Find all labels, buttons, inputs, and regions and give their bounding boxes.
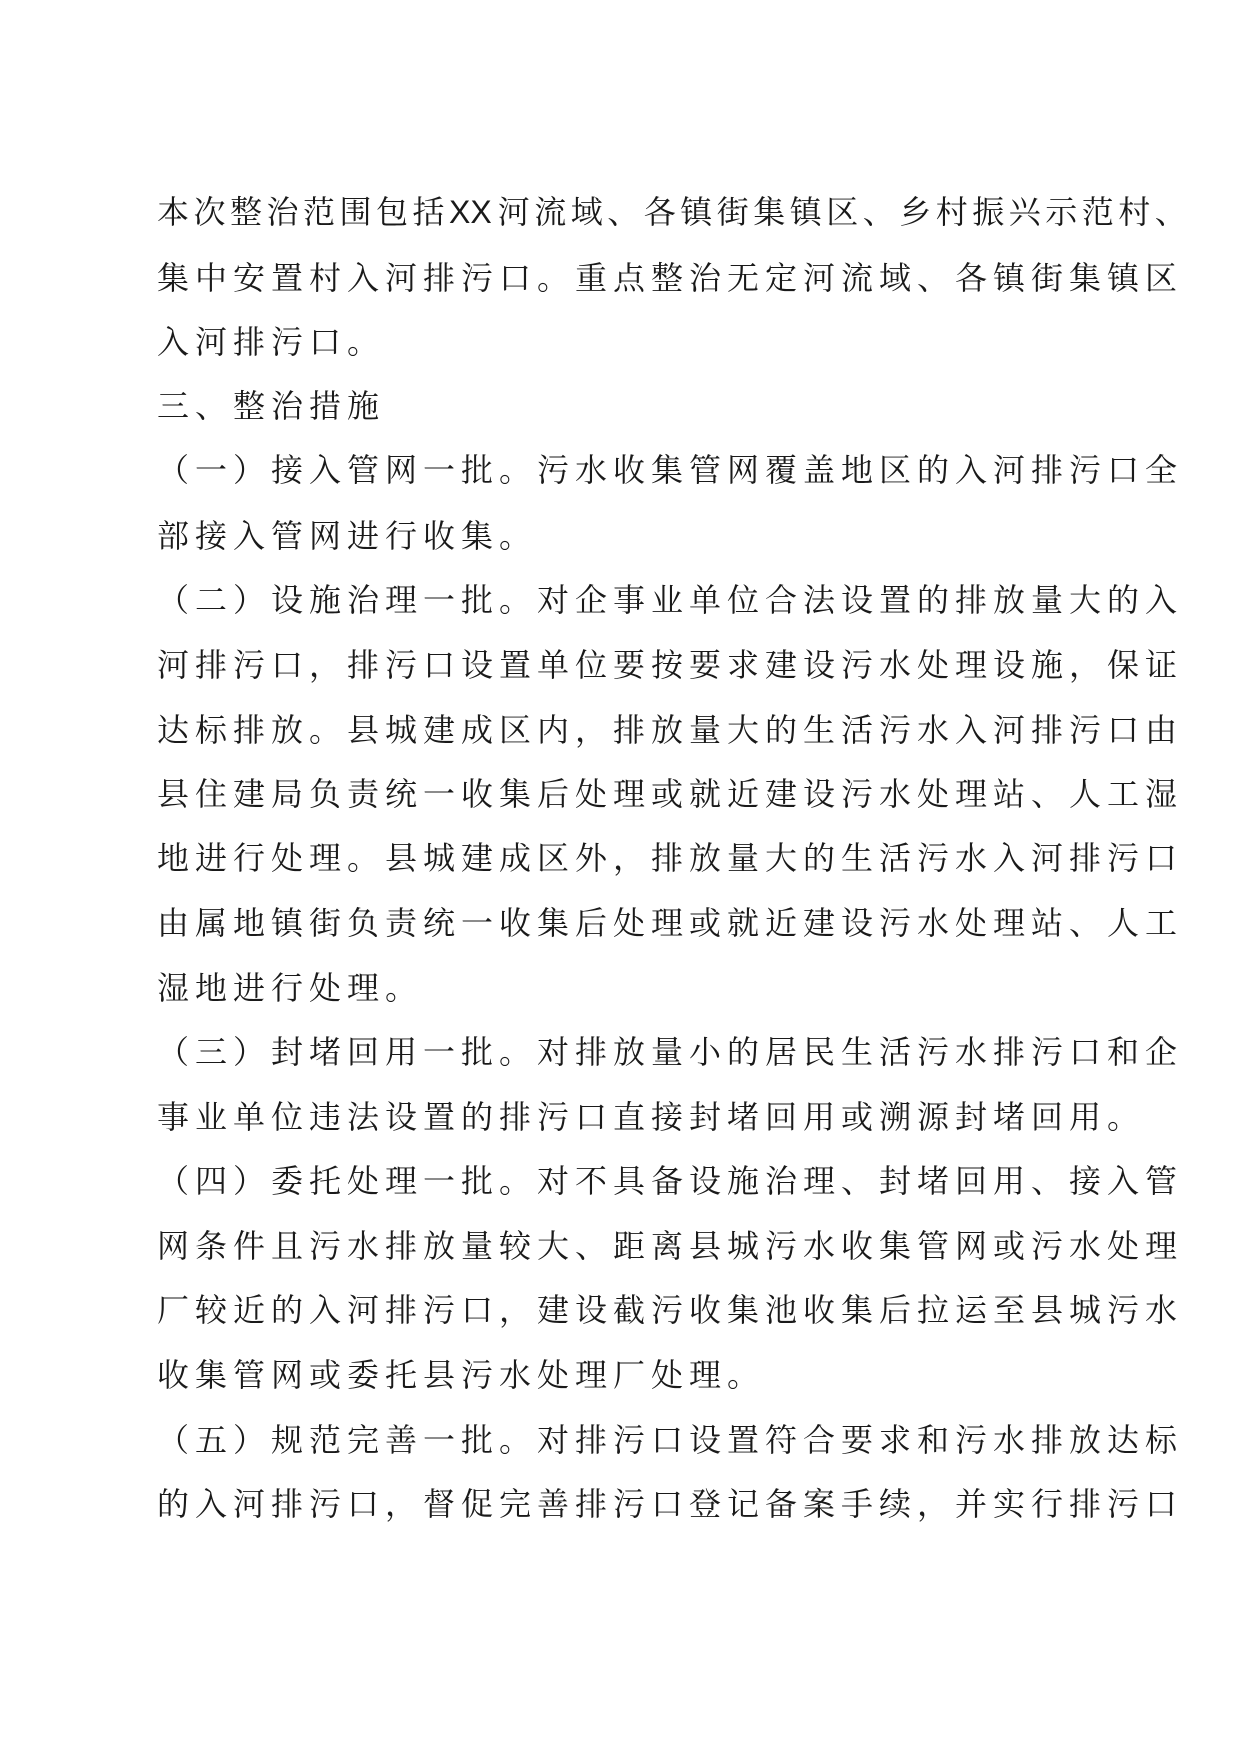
paragraph-line: （三）封堵回用一批。对排放量小的居民生活污水排污口和企	[157, 1033, 1184, 1071]
paragraph-line: 达标排放。县城建成区内，排放量大的生活污水入河排污口由	[157, 711, 1184, 749]
paragraph-line: 地进行处理。县城建成区外，排放量大的生活污水入河排污口	[157, 839, 1184, 877]
paragraph-line: （二）设施治理一批。对企事业单位合法设置的排放量大的入	[157, 581, 1184, 619]
paragraph-line: 厂较近的入河排污口，建设截污收集池收集后拉运至县城污水	[157, 1291, 1184, 1329]
text-segment: 河流域、各镇街集镇区、乡村振兴示范村、	[497, 193, 1192, 231]
paragraph-line: 由属地镇街负责统一收集后处理或就近建设污水处理站、人工	[157, 904, 1184, 942]
section-heading: 三、整治措施	[157, 387, 386, 425]
paragraph-line: （四）委托处理一批。对不具备设施治理、封堵回用、接入管	[157, 1162, 1184, 1200]
paragraph-line: 湿地进行处理。	[157, 969, 424, 1007]
paragraph-line: 河排污口，排污口设置单位要按要求建设污水处理设施，保证	[157, 646, 1184, 684]
paragraph-line: 部接入管网进行收集。	[157, 517, 538, 555]
paragraph-line: 事业单位违法设置的排污口直接封堵回用或溯源封堵回用。	[157, 1098, 1146, 1136]
paragraph-line: 网条件且污水排放量较大、距离县城污水收集管网或污水处理	[157, 1227, 1184, 1265]
paragraph-line: 入河排污口。	[157, 323, 386, 361]
paragraph-line: 县住建局负责统一收集后处理或就近建设污水处理站、人工湿	[157, 775, 1184, 813]
paragraph-line	[157, 192, 1191, 232]
text-segment: XX	[449, 194, 492, 230]
text-segment: 本次整治范围包括	[157, 193, 450, 231]
paragraph-line: （一）接入管网一批。污水收集管网覆盖地区的入河排污口全	[157, 451, 1184, 489]
paragraph-line: （五）规范完善一批。对排污口设置符合要求和污水排放达标	[157, 1421, 1184, 1459]
paragraph-line: 集中安置村入河排污口。重点整治无定河流域、各镇街集镇区	[157, 259, 1184, 297]
paragraph-line: 的入河排污口，督促完善排污口登记备案手续，并实行排污口	[157, 1485, 1184, 1523]
paragraph-line: 收集管网或委托县污水处理厂处理。	[157, 1356, 766, 1394]
